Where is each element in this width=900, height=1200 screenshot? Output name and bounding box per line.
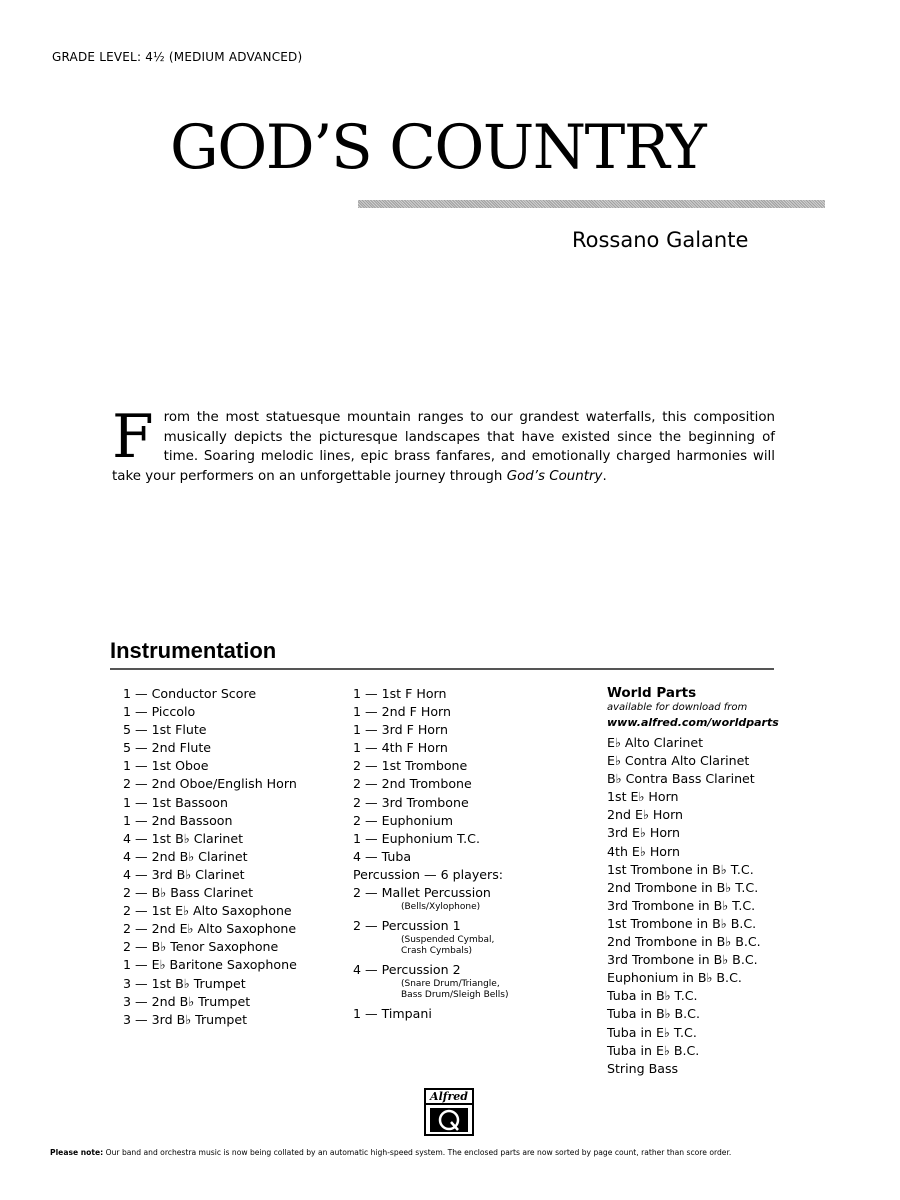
program-note (112, 402, 775, 486)
instrument-row: 4 — Tuba (353, 848, 412, 864)
instrument-row: 2 — 1st Trombone (353, 758, 468, 774)
instrument-row: 1 — E♭ Baritone Saxophone (123, 957, 297, 973)
world-parts-column (607, 685, 779, 1078)
world-part-item: 2nd E♭ Horn (607, 807, 684, 823)
instrumentation-column-2 (353, 685, 511, 1023)
program-note-end: . (602, 468, 607, 484)
footer-note (50, 1148, 855, 1158)
alfred-logo-text: Alfred (426, 1090, 472, 1105)
instrument-row: 1 — Euphonium T.C. (353, 830, 480, 846)
instrument-row: 2 — B♭ Tenor Saxophone (123, 939, 279, 955)
piece-title: GOD’S COUNTRY (170, 112, 706, 183)
instrument-row: 1 — 1st Bassoon (123, 794, 228, 810)
instrument-row: 1 — 1st Oboe (123, 758, 209, 774)
percussion-detail: (Suspended Cymbal, Crash Cymbals) (401, 935, 495, 957)
program-note-text: rom the most statuesque mountain ranges to our grandest waterfalls, this composition musically depicts the picturesque landscapes that have existed since the beginning of time. Soaring melodic lines, epic brass fanfares, and emotionally charged harmonies will take your performers on an unforgettable journey through (112, 410, 775, 484)
instrumentation-rule (110, 668, 774, 670)
instrument-row: 5 — 1st Flute (123, 722, 207, 738)
world-part-item: String Bass (607, 1060, 679, 1076)
instrument-row: 1 — 2nd F Horn (353, 704, 451, 720)
instrument-row: 3 — 1st B♭ Trumpet (123, 975, 246, 991)
world-part-item: 2nd Trombone in B♭ B.C. (607, 934, 761, 950)
world-part-item: 3rd Trombone in B♭ B.C. (607, 952, 758, 968)
instrument-row: 1 — Timpani (353, 1006, 432, 1022)
title-underline (358, 200, 825, 208)
instrument-row: 1 — 1st F Horn (353, 686, 447, 701)
grade-level: GRADE LEVEL: 4½ (MEDIUM ADVANCED) (52, 50, 303, 64)
world-part-item: B♭ Contra Bass Clarinet (607, 771, 755, 787)
instrument-row: 1 — Conductor Score (123, 686, 257, 701)
world-parts-title: World Parts (607, 685, 697, 701)
footer-note-text: Our band and orchestra music is now being collated by an automatic high-speed system. The enclosed parts are now sorted by page count, rather than score order. (105, 1148, 732, 1157)
world-part-item: Tuba in E♭ B.C. (607, 1042, 700, 1058)
world-parts-availability: available for download from (607, 702, 748, 713)
instrument-row: 2 — 2nd Trombone (353, 776, 472, 792)
alfred-logo (424, 1088, 474, 1136)
world-part-item: 3rd Trombone in B♭ T.C. (607, 897, 756, 913)
world-part-item: 1st E♭ Horn (607, 789, 679, 805)
world-part-item: 4th E♭ Horn (607, 843, 680, 859)
instrument-row: 1 — 2nd Bassoon (123, 812, 233, 828)
instrument-row: 2 — 1st E♭ Alto Saxophone (123, 903, 292, 919)
instrument-row: 1 — Piccolo (123, 704, 196, 720)
instrument-row: 2 — Euphonium (353, 812, 453, 828)
footer-note-label: Please note: (50, 1148, 104, 1157)
percussion-row: 4 — Percussion 2 (353, 962, 461, 978)
world-part-item: E♭ Alto Clarinet (607, 735, 704, 750)
drop-cap: F (112, 402, 154, 472)
world-part-item: Tuba in B♭ B.C. (607, 1006, 700, 1022)
instrument-row: 5 — 2nd Flute (123, 740, 212, 756)
world-part-item: Euphonium in B♭ B.C. (607, 970, 742, 986)
composer-name: Rossano Galante (572, 228, 749, 252)
instrument-row: 1 — 3rd F Horn (353, 722, 448, 738)
alfred-logo-emblem-icon (429, 1107, 469, 1133)
world-part-item: 1st Trombone in B♭ B.C. (607, 915, 757, 931)
instrumentation-heading: Instrumentation (110, 638, 277, 663)
percussion-row: 2 — Mallet Percussion (353, 885, 491, 901)
world-part-item: 2nd Trombone in B♭ T.C. (607, 879, 759, 895)
instrument-row: 2 — 2nd Oboe/English Horn (123, 776, 297, 792)
instrumentation-column-1 (123, 685, 297, 1029)
instrument-row: 1 — 4th F Horn (353, 740, 448, 756)
world-part-item: 3rd E♭ Horn (607, 825, 680, 841)
instrument-row: 4 — 1st B♭ Clarinet (123, 830, 244, 846)
world-parts-url[interactable]: www.alfred.com/worldparts (607, 716, 779, 729)
instrument-row: 2 — 3rd Trombone (353, 794, 469, 810)
world-part-item: E♭ Contra Alto Clarinet (607, 753, 750, 769)
percussion-heading: Percussion — 6 players: (353, 866, 504, 882)
program-note-title-ref: God’s Country (506, 468, 603, 484)
world-part-item: 1st Trombone in B♭ T.C. (607, 861, 754, 877)
instrument-row: 3 — 2nd B♭ Trumpet (123, 993, 251, 1009)
world-part-item: Tuba in E♭ T.C. (607, 1024, 697, 1040)
percussion-detail: (Snare Drum/Triangle, Bass Drum/Sleigh Bells) (401, 979, 509, 1001)
instrument-row: 2 — B♭ Bass Clarinet (123, 885, 254, 901)
instrument-row: 2 — 2nd E♭ Alto Saxophone (123, 921, 297, 937)
world-part-item: Tuba in B♭ T.C. (607, 988, 698, 1004)
instrument-row: 4 — 3rd B♭ Clarinet (123, 866, 245, 882)
percussion-row: 2 — Percussion 1 (353, 918, 461, 934)
percussion-detail: (Bells/Xylophone) (401, 902, 481, 913)
instrument-row: 4 — 2nd B♭ Clarinet (123, 848, 248, 864)
instrument-row: 3 — 3rd B♭ Trumpet (123, 1011, 248, 1027)
